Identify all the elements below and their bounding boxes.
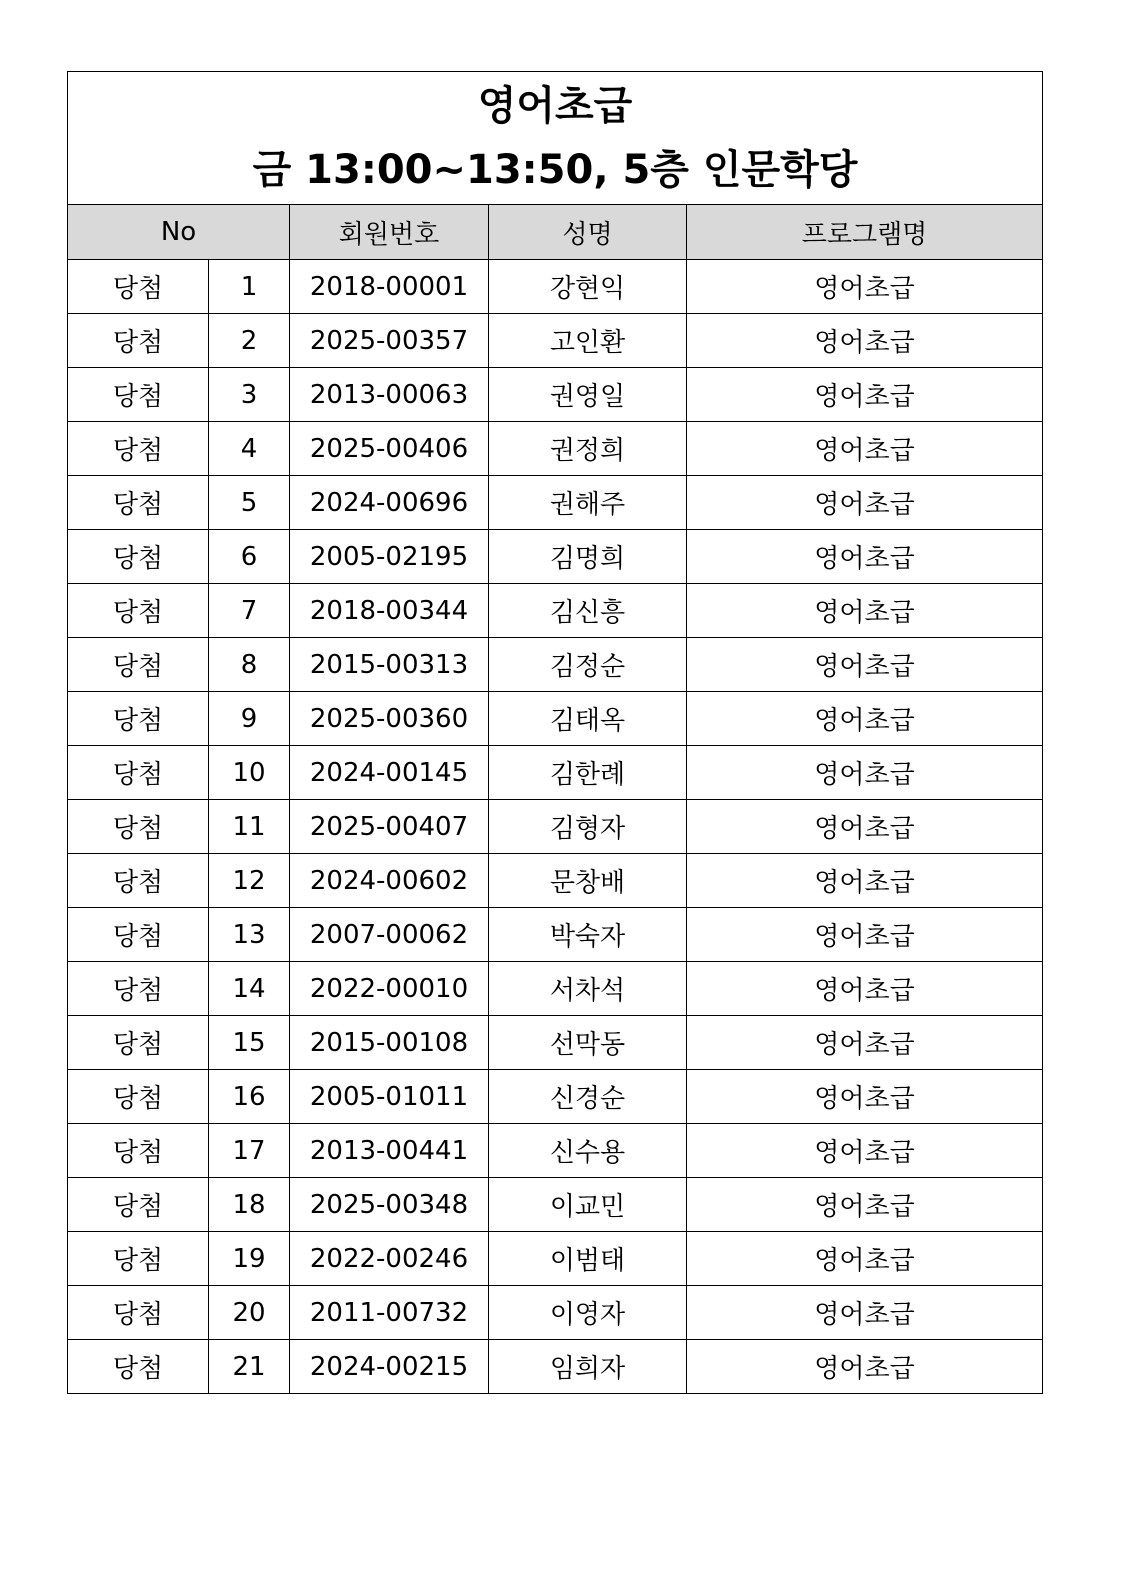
table-row xyxy=(68,1232,1043,1286)
program-cell: 영어초급 xyxy=(687,1124,1043,1178)
status-cell: 당첨 xyxy=(68,1232,209,1286)
program-cell: 영어초급 xyxy=(687,962,1043,1016)
number-cell: 9 xyxy=(209,692,290,746)
program-cell: 영어초급 xyxy=(687,260,1043,314)
table-row xyxy=(68,1070,1043,1124)
name-cell: 권정희 xyxy=(489,422,687,476)
number-cell: 17 xyxy=(209,1124,290,1178)
title-line-schedule: 금 13:00~13:50, 5층 인문학당 xyxy=(252,147,858,193)
number-cell: 4 xyxy=(209,422,290,476)
header-name: 성명 xyxy=(489,205,687,260)
name-cell: 이범태 xyxy=(489,1232,687,1286)
program-cell: 영어초급 xyxy=(687,530,1043,584)
status-cell: 당첨 xyxy=(68,638,209,692)
status-cell: 당첨 xyxy=(68,1070,209,1124)
table-row xyxy=(68,908,1043,962)
table-row xyxy=(68,1286,1043,1340)
status-cell: 당첨 xyxy=(68,422,209,476)
table-row xyxy=(68,530,1043,584)
name-cell: 선막동 xyxy=(489,1016,687,1070)
number-cell: 20 xyxy=(209,1286,290,1340)
number-cell: 19 xyxy=(209,1232,290,1286)
table-row xyxy=(68,746,1043,800)
header-program: 프로그램명 xyxy=(687,205,1043,260)
table-row xyxy=(68,260,1043,314)
table-row xyxy=(68,800,1043,854)
table-row xyxy=(68,584,1043,638)
program-cell: 영어초급 xyxy=(687,692,1043,746)
number-cell: 13 xyxy=(209,908,290,962)
name-cell: 신수용 xyxy=(489,1124,687,1178)
number-cell: 2 xyxy=(209,314,290,368)
program-cell: 영어초급 xyxy=(687,1340,1043,1394)
name-cell: 김태옥 xyxy=(489,692,687,746)
member-id-cell: 2013-00063 xyxy=(290,368,489,422)
name-cell: 권해주 xyxy=(489,476,687,530)
program-cell: 영어초급 xyxy=(687,800,1043,854)
header-no: No xyxy=(68,205,290,260)
program-cell: 영어초급 xyxy=(687,476,1043,530)
program-cell: 영어초급 xyxy=(687,422,1043,476)
table-title xyxy=(68,72,1043,205)
status-cell: 당첨 xyxy=(68,962,209,1016)
number-cell: 21 xyxy=(209,1340,290,1394)
program-cell: 영어초급 xyxy=(687,1178,1043,1232)
member-id-cell: 2025-00407 xyxy=(290,800,489,854)
member-id-cell: 2025-00406 xyxy=(290,422,489,476)
member-id-cell: 2005-02195 xyxy=(290,530,489,584)
name-cell: 권영일 xyxy=(489,368,687,422)
member-id-cell: 2015-00108 xyxy=(290,1016,489,1070)
status-cell: 당첨 xyxy=(68,1340,209,1394)
name-cell: 박숙자 xyxy=(489,908,687,962)
name-cell: 김한례 xyxy=(489,746,687,800)
number-cell: 12 xyxy=(209,854,290,908)
member-id-cell: 2024-00602 xyxy=(290,854,489,908)
number-cell: 11 xyxy=(209,800,290,854)
member-id-cell: 2025-00348 xyxy=(290,1178,489,1232)
member-id-cell: 2025-00360 xyxy=(290,692,489,746)
name-cell: 임희자 xyxy=(489,1340,687,1394)
number-cell: 16 xyxy=(209,1070,290,1124)
name-cell: 김신흥 xyxy=(489,584,687,638)
member-id-cell: 2024-00145 xyxy=(290,746,489,800)
program-cell: 영어초급 xyxy=(687,584,1043,638)
number-cell: 3 xyxy=(209,368,290,422)
status-cell: 당첨 xyxy=(68,1286,209,1340)
status-cell: 당첨 xyxy=(68,584,209,638)
number-cell: 1 xyxy=(209,260,290,314)
name-cell: 고인환 xyxy=(489,314,687,368)
status-cell: 당첨 xyxy=(68,476,209,530)
status-cell: 당첨 xyxy=(68,1016,209,1070)
table-row xyxy=(68,692,1043,746)
table-row xyxy=(68,962,1043,1016)
member-id-cell: 2011-00732 xyxy=(290,1286,489,1340)
number-cell: 10 xyxy=(209,746,290,800)
name-cell: 김형자 xyxy=(489,800,687,854)
name-cell: 이교민 xyxy=(489,1178,687,1232)
status-cell: 당첨 xyxy=(68,530,209,584)
program-cell: 영어초급 xyxy=(687,854,1043,908)
name-cell: 김명희 xyxy=(489,530,687,584)
program-cell: 영어초급 xyxy=(687,746,1043,800)
name-cell: 강현익 xyxy=(489,260,687,314)
member-id-cell: 2025-00357 xyxy=(290,314,489,368)
table-row xyxy=(68,314,1043,368)
member-id-cell: 2018-00001 xyxy=(290,260,489,314)
table-row xyxy=(68,1340,1043,1394)
name-cell: 이영자 xyxy=(489,1286,687,1340)
member-id-cell: 2022-00010 xyxy=(290,962,489,1016)
member-id-cell: 2018-00344 xyxy=(290,584,489,638)
program-cell: 영어초급 xyxy=(687,908,1043,962)
program-cell: 영어초급 xyxy=(687,368,1043,422)
member-id-cell: 2022-00246 xyxy=(290,1232,489,1286)
member-id-cell: 2024-00696 xyxy=(290,476,489,530)
program-cell: 영어초급 xyxy=(687,1016,1043,1070)
table-row xyxy=(68,1016,1043,1070)
header-member-id: 회원번호 xyxy=(290,205,489,260)
number-cell: 6 xyxy=(209,530,290,584)
table-row xyxy=(68,368,1043,422)
status-cell: 당첨 xyxy=(68,746,209,800)
member-id-cell: 2005-01011 xyxy=(290,1070,489,1124)
header-row xyxy=(68,205,1043,260)
status-cell: 당첨 xyxy=(68,800,209,854)
program-cell: 영어초급 xyxy=(687,314,1043,368)
title-line-program: 영어초급 xyxy=(477,83,633,129)
status-cell: 당첨 xyxy=(68,908,209,962)
table-row xyxy=(68,476,1043,530)
status-cell: 당첨 xyxy=(68,314,209,368)
table-body xyxy=(68,260,1043,1394)
status-cell: 당첨 xyxy=(68,368,209,422)
lottery-result-table xyxy=(67,71,1043,1394)
status-cell: 당첨 xyxy=(68,692,209,746)
status-cell: 당첨 xyxy=(68,1124,209,1178)
status-cell: 당첨 xyxy=(68,854,209,908)
number-cell: 14 xyxy=(209,962,290,1016)
table-row xyxy=(68,854,1043,908)
status-cell: 당첨 xyxy=(68,1178,209,1232)
name-cell: 김정순 xyxy=(489,638,687,692)
program-cell: 영어초급 xyxy=(687,1070,1043,1124)
number-cell: 8 xyxy=(209,638,290,692)
table-row xyxy=(68,1124,1043,1178)
member-id-cell: 2013-00441 xyxy=(290,1124,489,1178)
program-cell: 영어초급 xyxy=(687,1232,1043,1286)
member-id-cell: 2024-00215 xyxy=(290,1340,489,1394)
table-row xyxy=(68,1178,1043,1232)
status-cell: 당첨 xyxy=(68,260,209,314)
name-cell: 서차석 xyxy=(489,962,687,1016)
program-cell: 영어초급 xyxy=(687,1286,1043,1340)
name-cell: 문창배 xyxy=(489,854,687,908)
table-row xyxy=(68,638,1043,692)
table-row xyxy=(68,422,1043,476)
number-cell: 18 xyxy=(209,1178,290,1232)
name-cell: 신경순 xyxy=(489,1070,687,1124)
program-cell: 영어초급 xyxy=(687,638,1043,692)
number-cell: 7 xyxy=(209,584,290,638)
member-id-cell: 2007-00062 xyxy=(290,908,489,962)
member-id-cell: 2015-00313 xyxy=(290,638,489,692)
number-cell: 15 xyxy=(209,1016,290,1070)
number-cell: 5 xyxy=(209,476,290,530)
